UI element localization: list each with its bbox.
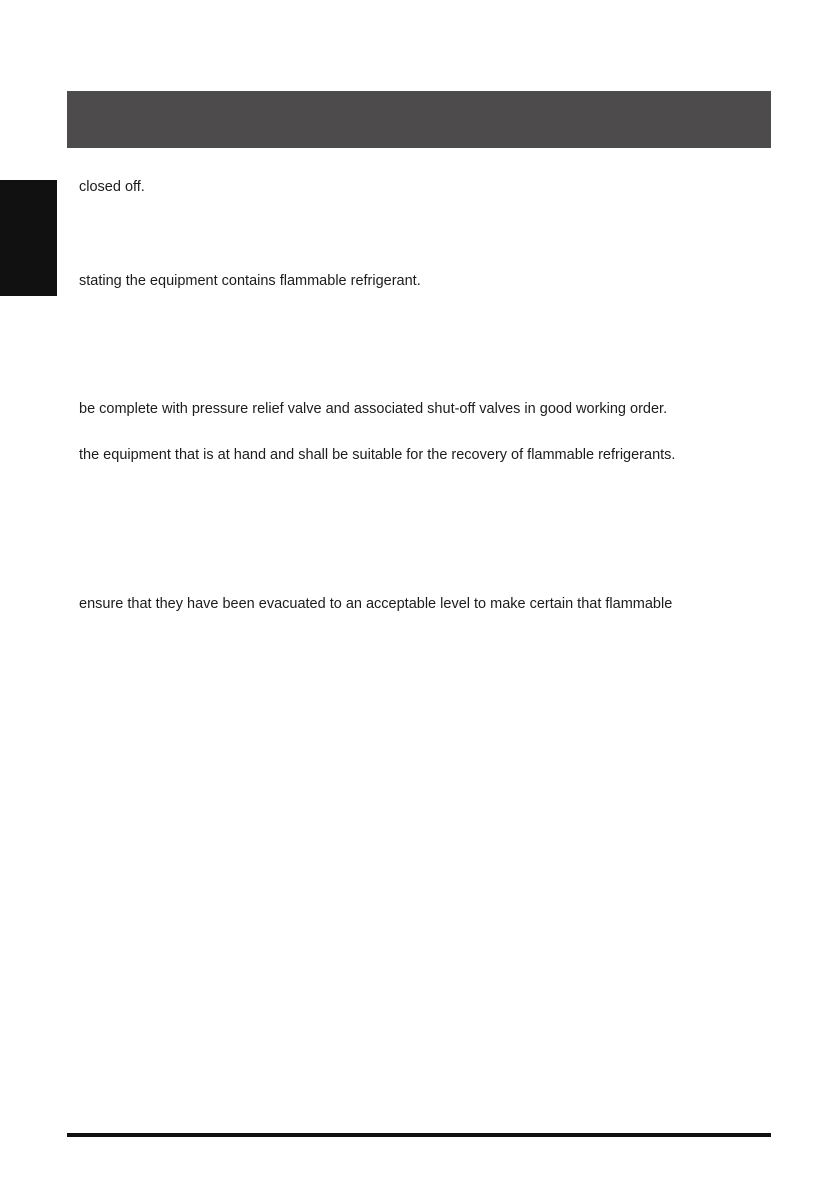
footer-rule	[67, 1133, 771, 1137]
section-header-band	[67, 91, 771, 148]
body-text-line: ensure that they have been evacuated to an acceptable level to make certain that flammable	[79, 596, 673, 612]
body-text-line: stating the equipment contains flammable refrigerant.	[79, 273, 421, 289]
body-text-line: closed off.	[79, 179, 145, 195]
body-text-line: the equipment that is at hand and shall be suitable for the recovery of flammable refrigerants.	[79, 447, 676, 463]
body-text-line: be complete with pressure relief valve and associated shut-off valves in good working order.	[79, 401, 668, 417]
language-side-tab	[0, 180, 57, 296]
